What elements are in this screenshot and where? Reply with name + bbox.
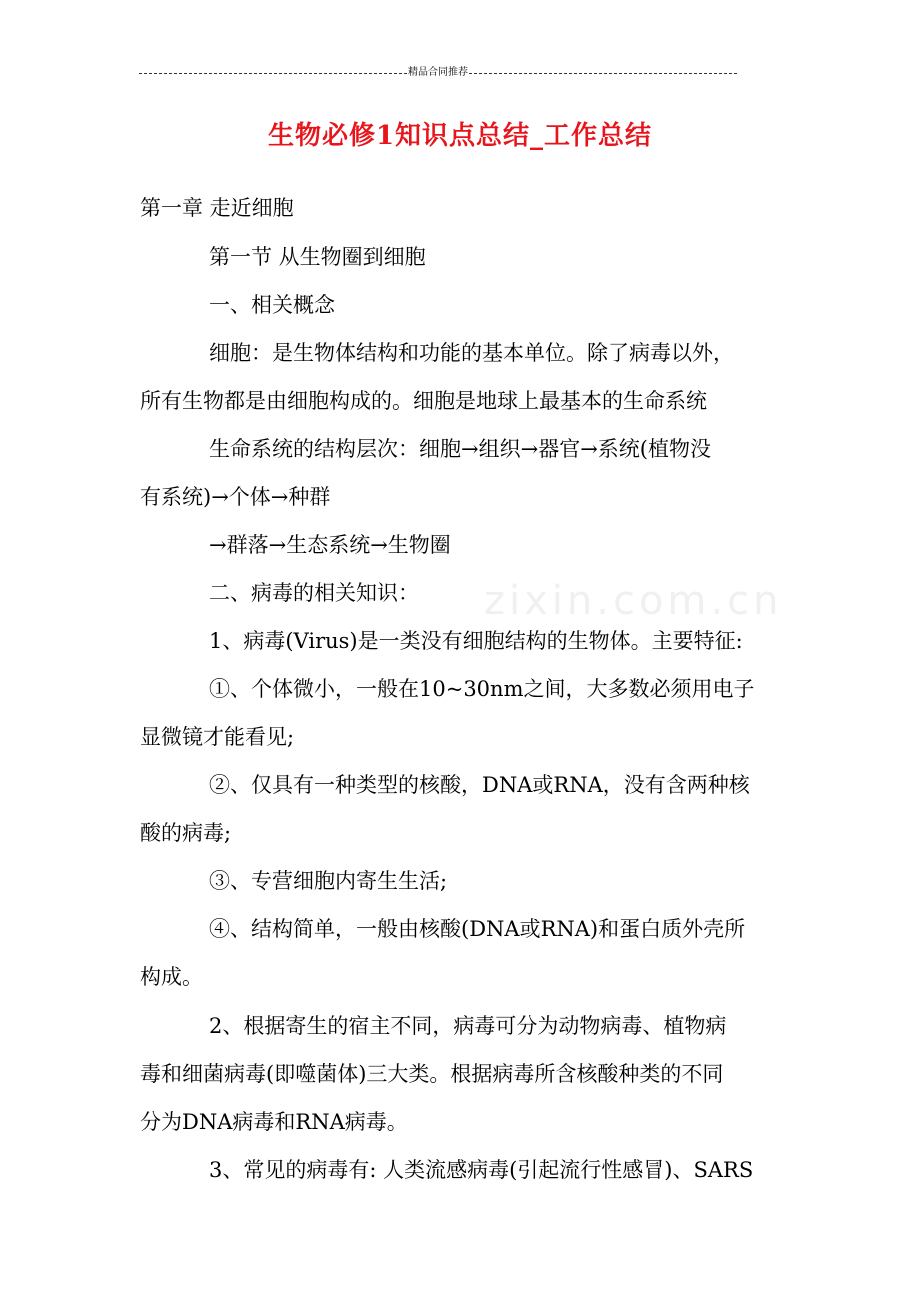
watermark: zixin.com.cn — [484, 578, 783, 624]
paragraph-line: 生命系统的结构层次：细胞→组织→器官→系统(植物没 — [209, 437, 711, 461]
paragraph-line: 3、常见的病毒有: 人类流感病毒(引起流行性感冒)、SARS — [209, 1158, 754, 1182]
paragraph-line: 显微镜才能看见; — [140, 725, 295, 749]
paragraph-line: 细胞：是生物体结构和功能的基本单位。除了病毒以外， — [209, 341, 734, 365]
paragraph-line: 1、病毒(Virus)是一类没有细胞结构的生物体。主要特征: — [209, 629, 743, 653]
paragraph-line: 分为DNA病毒和RNA病毒。 — [140, 1110, 408, 1134]
paragraph-line: ①、个体微小，一般在10~30nm之间，大多数必须用电子 — [209, 677, 755, 701]
paragraph-line: →群落→生态系统→生物圈 — [209, 533, 451, 557]
subheading-virus: 二、病毒的相关知识： — [209, 581, 419, 605]
header-rule — [139, 66, 737, 80]
chapter-heading: 第一章 走近细胞 — [140, 196, 294, 220]
paragraph-line: ④、结构简单，一般由核酸(DNA或RNA)和蛋白质外壳所 — [209, 917, 746, 941]
header-dash-right — [469, 73, 737, 74]
paragraph-line: ③、专营细胞内寄生生活; — [209, 869, 448, 893]
paragraph-line: 构成。 — [140, 965, 203, 989]
document-title: 生物必修1知识点总结_工作总结 — [267, 121, 653, 151]
paragraph-line: 2、根据寄生的宿主不同，病毒可分为动物病毒、植物病 — [209, 1014, 727, 1038]
header-label: 精品合同推荐 — [408, 67, 468, 78]
subheading-concepts: 一、相关概念 — [209, 293, 335, 317]
paragraph-line: 有系统)→个体→种群 — [140, 485, 331, 509]
paragraph-line: 酸的病毒; — [140, 821, 232, 845]
section-heading: 第一节 从生物圈到细胞 — [209, 245, 426, 269]
header-dash-left — [139, 73, 407, 74]
paragraph-line: ②、仅具有一种类型的核酸，DNA或RNA，没有含两种核 — [209, 773, 750, 797]
paragraph-line: 所有生物都是由细胞构成的。细胞是地球上最基本的生命系统 — [140, 389, 707, 413]
paragraph-line: 毒和细菌病毒(即噬菌体)三大类。根据病毒所含核酸种类的不同 — [140, 1062, 724, 1086]
